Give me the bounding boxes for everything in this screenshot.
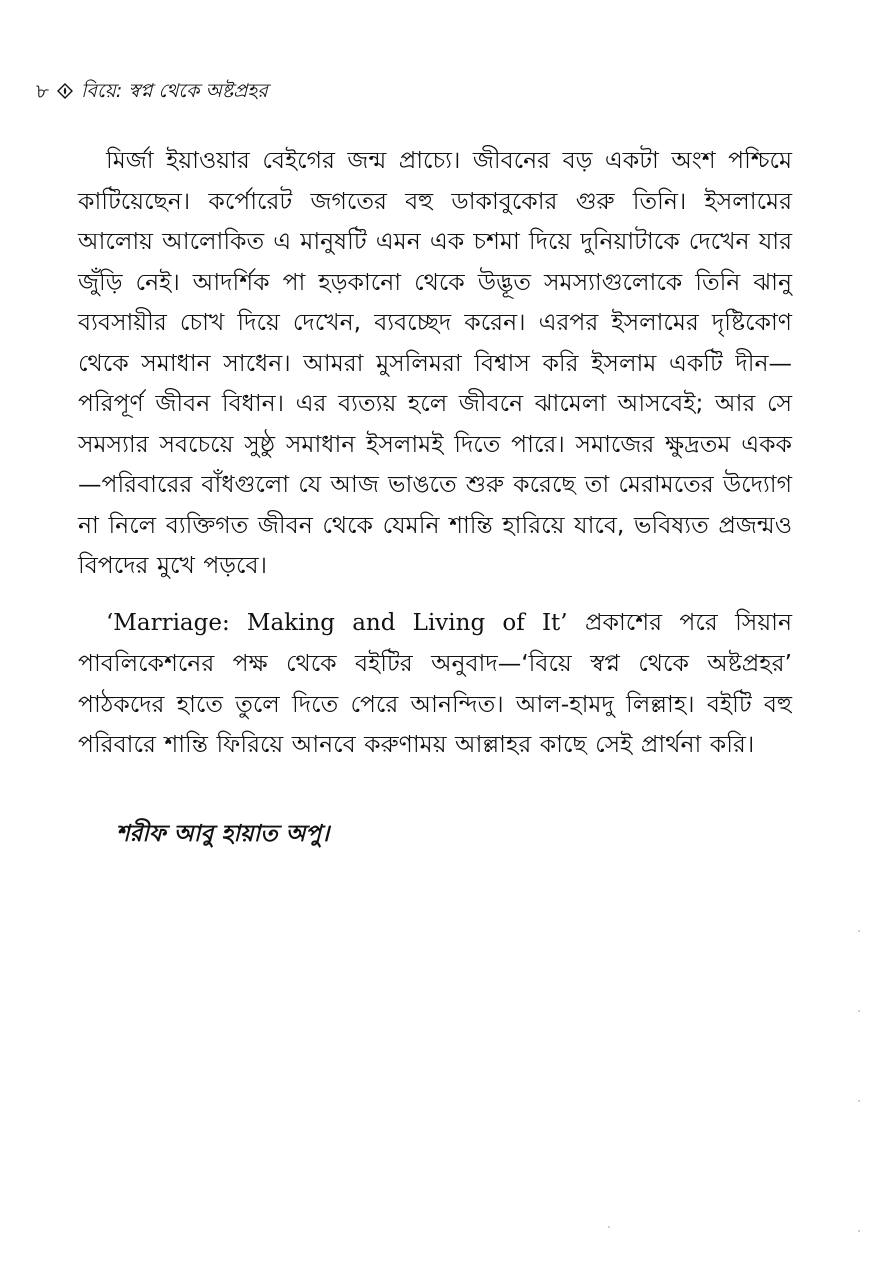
scan-speck bbox=[858, 1100, 860, 1102]
scan-speck bbox=[858, 1010, 860, 1012]
paragraph-2-text: প্রকাশের পরে সিয়ান পাবলিকেশনের পক্ষ থেকে বইটির অনুবাদ—‘বিয়ে স্বপ্ন থেকে অষ্টপ্রহর’ পাঠকদের হাতে তুলে দিতে পেরে আনন্দিত। আল-হামদু লিল্লাহ। বইটি বহু পরিবারে শান্তি ফিরিয়ে আনবে করুণাময় আল্লাহর কাছে সেই প্রার্থনা করি। bbox=[78, 607, 793, 758]
scan-speck bbox=[858, 930, 860, 932]
paragraph-2 bbox=[78, 602, 792, 765]
scan-speck bbox=[858, 1230, 860, 1232]
scan-speck bbox=[608, 1226, 610, 1228]
diamond-flower-ornament-icon bbox=[57, 83, 73, 99]
running-head bbox=[36, 80, 268, 102]
translator-signature: শরীফ আবু হায়াত অপু। bbox=[116, 821, 330, 847]
page-number: ৮ bbox=[36, 79, 49, 103]
body-text bbox=[78, 140, 792, 765]
running-head-title: বিয়ে: স্বপ্ন থেকে অষ্টপ্রহর bbox=[80, 80, 268, 102]
paragraph-1: মির্জা ইয়াওয়ার বেইগের জন্ম প্রাচ্যে। জীবনের বড় একটা অংশ পশ্চিমে কাটিয়েছেন। কর্পোরেট জগতের বহু ডাকাবুকোর গুরু তিনি। ইসলামের আলোয় আলোকিত এ মানুষটি এমন এক চশমা দিয়ে দুনিয়াটাকে দেখেন যার জুঁড়ি নেই। আদর্শিক পা হড়কানো থেকে উদ্ভূত সমস্যাগুলোকে তিনি ঝানু ব্যবসায়ীর চোখ দিয়ে দেখেন, ব্যবচ্ছেদ করেন। এরপর ইসলামের দৃষ্টিকোণ থেকে সমাধান সাধেন। আমরা মুসলিমরা বিশ্বাস করি ইসলাম একটি দীন—পরিপূর্ণ জীবন বিধান। এর ব্যত্যয় হলে জীবনে ঝামেলা আসবেই; আর সে সমস্যার সবচেয়ে সুষ্ঠু সমাধান ইসলামই দিতে পারে। সমাজের ক্ষুদ্রতম একক—পরিবারের বাঁধগুলো যে আজ ভাঙতে শুরু করেছে তা মেরামতের উদ্যোগ না নিলে ব্যক্তিগত জীবন থেকে যেমনি শান্তি হারিয়ে যাবে, ভবিষ্যত প্রজন্মও বিপদের মুখে পড়বে। bbox=[78, 146, 792, 579]
english-book-title: ‘Marriage: Making and Living of It’ bbox=[106, 609, 568, 636]
